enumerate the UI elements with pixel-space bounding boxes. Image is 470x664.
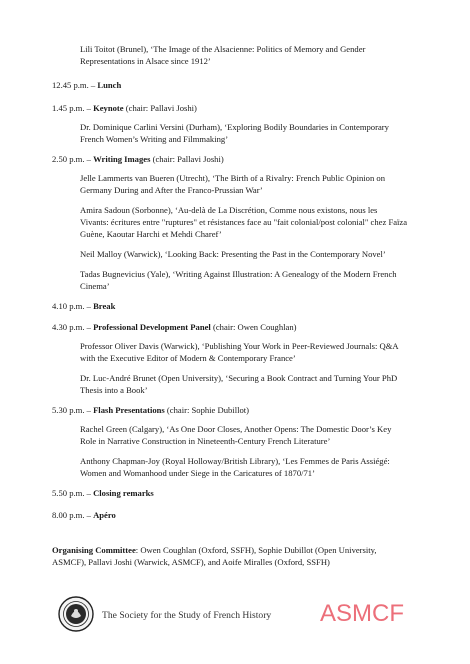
- session-closing: 5.50 p.m. – Closing remarks: [52, 488, 154, 498]
- presentation-sadoun-cont1: Vivants: écritures entre "ruptures" et résistances face au "fait colonial/post colonial" chez Faïza: [80, 217, 408, 227]
- session-break: 4.10 p.m. – Break: [52, 301, 116, 311]
- presentation-sadoun-cont2: Guène, Kaoutar Harchi et Mehdi Charef’: [80, 229, 222, 239]
- presentation-carlini: Dr. Dominique Carlini Versini (Durham), ‘Exploring Bodily Boundaries in Contemporary: [80, 122, 389, 132]
- presentation-davis: Professor Oliver Davis (Warwick), ‘Publishing Your Work in Peer-Reviewed Journals: Q&A: [80, 341, 399, 351]
- presentation-brunet-cont: Thesis into a Book’: [80, 385, 148, 395]
- presentation-toitot-cont: Representations in Alsace since 1912’: [80, 56, 211, 66]
- committee-line2: ASMCF), Pallavi Joshi (Warwick, ASMCF), and Aoife Miralles (Oxford, SSFH): [52, 557, 330, 567]
- presentation-chapman-cont: Women and Womanhood under Siege in the Caricatures of 1870/71’: [80, 468, 315, 478]
- asmcf-text: ASMCF: [320, 600, 404, 627]
- presentation-malloy: Neil Malloy (Warwick), ‘Looking Back: Presenting the Past in the Contemporary Novel’: [80, 249, 386, 259]
- presentation-davis-cont: with the Executive Editor of Modern & Contemporary France’: [80, 353, 296, 363]
- committee-line1: : Owen Coughlan (Oxford, SSFH), Sophie Dubillot (Open University,: [135, 545, 377, 555]
- session-flash: 5.30 p.m. – Flash Presentations (chair: Sophie Dubillot): [52, 405, 250, 415]
- presentation-green: Rachel Green (Calgary), ‘As One Door Closes, Another Opens: The Domestic Door’s Key: [80, 424, 392, 434]
- organising-committee: [52, 544, 430, 556]
- presentation-lammerts: Jelle Lammerts van Bueren (Utrecht), ‘The Birth of a Rivalry: French Public Opinion on: [80, 173, 385, 183]
- presentation-chapman: Anthony Chapman-Joy (Royal Holloway/British Library), ‘Les Femmes de Paris Assiégé:: [80, 456, 390, 466]
- ssfh-name: The Society for the Study of French History: [102, 610, 272, 621]
- presentation-carlini-cont: French Women’s Writing and Filmmaking’: [80, 134, 229, 144]
- session-keynote: 1.45 p.m. – Keynote (chair: Pallavi Joshi): [52, 103, 197, 113]
- session-professional-panel: 4.30 p.m. – Professional Development Panel (chair: Owen Coughlan): [52, 322, 297, 332]
- asmcf-logo: [318, 594, 418, 630]
- presentation-lammerts-cont: Germany During and After the Franco-Prussian War’: [80, 185, 263, 195]
- ssfh-logo: [58, 596, 358, 640]
- presentation-bugnevicius-cont: Cinema’: [80, 281, 110, 291]
- session-apero: 8.00 p.m. – Apéro: [52, 510, 116, 520]
- ssfh-seal-icon: [58, 596, 94, 632]
- committee-label: Organising Committee: [52, 545, 136, 555]
- presentation-toitot: Lili Toitot (Brunel), ‘The Image of the Alsacienne: Politics of Memory and Gender: [80, 44, 366, 54]
- presentation-green-cont: Role in Narrative Construction in Nineteenth-Century French Literature’: [80, 436, 331, 446]
- presentation-brunet: Dr. Luc-André Brunet (Open University), ‘Securing a Book Contract and Turning Your PhD: [80, 373, 398, 383]
- presentation-sadoun: Amira Sadoun (Sorbonne), ‘Au-delà de La Discrétion, Comme nous existons, nous les: [80, 205, 378, 215]
- session-lunch: 12.45 p.m. – Lunch: [52, 80, 122, 90]
- organising-committee-cont: [52, 556, 430, 568]
- presentation-bugnevicius: Tadas Bugnevicius (Yale), ‘Writing Against Illustration: A Genealogy of the Modern French: [80, 269, 397, 279]
- session-writing-images: 2.50 p.m. – Writing Images (chair: Pallavi Joshi): [52, 154, 224, 164]
